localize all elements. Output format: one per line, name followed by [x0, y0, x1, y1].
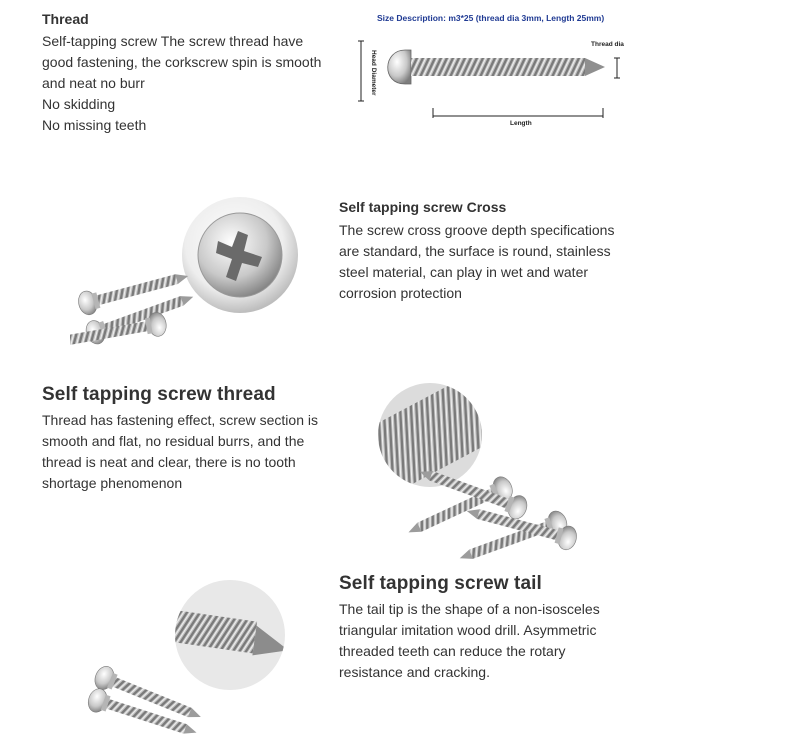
text-line: are standard, the surface is round, stainless [339, 243, 611, 259]
text-line: triangular imitation wood drill. Asymmetric [339, 622, 597, 638]
tail-closeup-image [75, 580, 305, 745]
text-line: The tail tip is the shape of a non-isosceles [339, 601, 600, 617]
tail-description [339, 599, 639, 683]
screw-head-shape [388, 50, 411, 84]
text-line: shortage phenomenon [42, 475, 183, 491]
cross-section [339, 199, 639, 304]
text-line: No skidding [42, 96, 116, 112]
thread-closeup-image [375, 380, 605, 565]
text-line: and neat no burr [42, 75, 145, 91]
thread-detail-heading: Self tapping screw thread [42, 384, 276, 405]
thread-dia-label: Thread dia [591, 41, 624, 48]
text-line: thread is neat and clear, there is no tooth [42, 454, 296, 470]
cross-description [339, 220, 639, 304]
thread-detail-description [42, 410, 342, 494]
cross-heading: Self tapping screw Cross [339, 199, 507, 215]
text-line: corrosion protection [339, 285, 462, 301]
screw-thread-shape [411, 58, 585, 76]
text-line: The screw cross groove depth specifications [339, 222, 615, 238]
text-line: Thread has fastening effect, screw section is [42, 412, 318, 428]
thread-heading: Thread [42, 11, 89, 27]
length-label: Length [510, 120, 532, 127]
text-line: smooth and flat, no residual burrs, and the [42, 433, 305, 449]
text-line: resistance and cracking. [339, 664, 490, 680]
thread-description [42, 31, 342, 136]
tail-section [339, 573, 639, 683]
text-line: threaded teeth can reduce the rotary [339, 643, 566, 659]
head-diameter-label: Head Diameter [370, 50, 377, 96]
text-line: Self-tapping screw The screw thread have [42, 33, 304, 49]
screw-tip-shape [585, 58, 605, 76]
text-line: steel material, can play in wet and water [339, 264, 589, 280]
thread-detail-section [42, 384, 342, 494]
cross-head-image [70, 195, 310, 375]
screw-size-diagram [355, 8, 640, 133]
size-description: Size Description: m3*25 (thread dia 3mm, Length 25mm) [377, 13, 605, 23]
thread-section [42, 11, 342, 136]
text-line: good fastening, the corkscrew spin is smooth [42, 54, 322, 70]
text-line: No missing teeth [42, 117, 147, 133]
tail-heading: Self tapping screw tail [339, 573, 542, 594]
